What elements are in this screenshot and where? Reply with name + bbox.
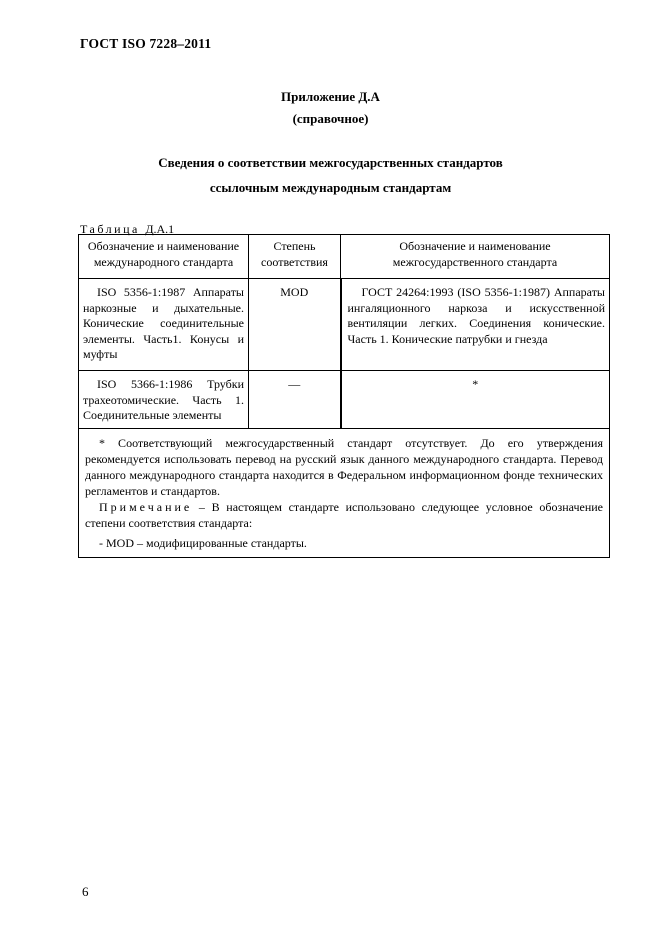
column-header-degree: Степень соответствия: [249, 235, 341, 279]
table-footnote-row: [79, 429, 610, 558]
cell-gost-standard: *: [341, 371, 610, 429]
note-paragraph: [85, 499, 603, 531]
table-label-number: Д.А.1: [145, 222, 175, 236]
table-row: [79, 279, 610, 371]
table-footnote: [79, 429, 610, 558]
cell-intl-standard: ISO 5366-1:1986 Трубки трахеотомические. Часть 1. Соединительные элементы: [79, 371, 249, 429]
note-word: Примечание: [99, 500, 193, 514]
table-label-word: Таблица: [80, 222, 140, 236]
appendix-title: Приложение Д.А: [281, 89, 380, 104]
cell-degree: MOD: [249, 279, 341, 371]
footnote-text: * Соответствующий межгосударственный стандарт отсутствует. До его утверждения рекомендуется использовать перевод на русский язык данного международного стандарта. Перевод данного международного стандарта находится в Федеральном информационном фонде технических регламентов и стандартов.: [85, 436, 603, 498]
cell-degree: —: [249, 371, 341, 429]
document-code: ГОСТ ISO 7228–2011: [80, 36, 212, 51]
page-number: 6: [82, 884, 89, 899]
column-header-intl: Обозначение и наименование международного стандарта: [79, 235, 249, 279]
section-heading-line1: Сведения о соответствии межгосударственных стандартов: [158, 155, 503, 170]
appendix-subtitle: (справочное): [292, 111, 369, 126]
note-text: – В настоящем стандарте использовано следующее условное обозначение степени соответствия стандарта:: [85, 500, 603, 530]
cell-gost-standard: ГОСТ 24264:1993 (ISO 5356-1:1987) Аппараты ингаляционного наркоза и искусственной вентиляции легких. Соединения конические. Часть 1. Конические патрубки и гнезда: [341, 279, 610, 371]
section-heading-line2: ссылочным международным стандартам: [209, 180, 452, 195]
standards-table: [78, 234, 610, 558]
mod-definition: - MOD – модифицированные стандарты.: [99, 536, 307, 550]
cell-intl-standard: ISO 5356-1:1987 Аппараты наркозные и дыхательные. Конические соединительные элементы. Часть1. Конусы и муфты: [79, 279, 249, 371]
table-header-row: [79, 235, 610, 279]
table-row: [79, 371, 610, 429]
column-header-gost: Обозначение и наименование межгосударственного стандарта: [341, 235, 610, 279]
